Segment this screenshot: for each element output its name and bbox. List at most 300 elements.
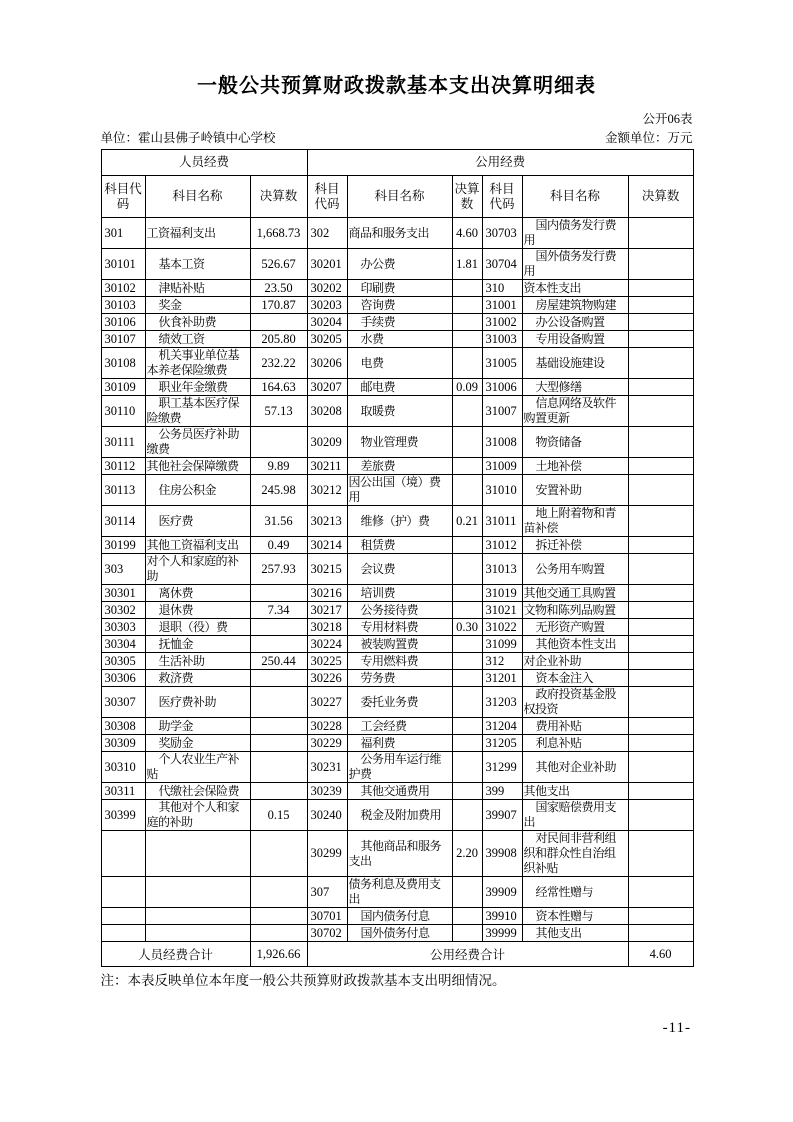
cell-value <box>628 554 693 585</box>
cell-name: 公务用车购置 <box>522 554 628 585</box>
cell-name: 公务员医疗补助缴费 <box>145 427 250 458</box>
cell-name: 房屋建筑物购建 <box>522 297 628 314</box>
cell-name: 安置补助 <box>522 475 628 506</box>
cell-name: 职工基本医疗保险缴费 <box>145 396 250 427</box>
cell-value: 4.60 <box>452 218 482 249</box>
cell-code: 30205 <box>307 331 347 348</box>
cell-value: 1.81 <box>452 249 482 280</box>
cell-value <box>452 458 482 475</box>
cell-code: 30216 <box>307 585 347 602</box>
cell-name: 手续费 <box>347 314 452 331</box>
cell-name: 国外债务付息 <box>347 925 452 942</box>
cell-code: 303 <box>101 554 145 585</box>
cell-value <box>628 752 693 783</box>
cell-name: 商品和服务支出 <box>347 218 452 249</box>
cell-code: 30212 <box>307 475 347 506</box>
table-row <box>101 831 693 877</box>
cell-name: 水费 <box>347 331 452 348</box>
cell-code: 302 <box>307 218 347 249</box>
cell-value: 57.13 <box>250 396 307 427</box>
table-row <box>101 602 693 619</box>
cell-value: 0.30 <box>452 619 482 636</box>
cell-name <box>145 877 250 908</box>
cell-name: 拆迁补偿 <box>522 537 628 554</box>
cell-code: 30108 <box>101 348 145 379</box>
cell-code: 30227 <box>307 687 347 718</box>
table-row <box>101 653 693 670</box>
cell-value: 31.56 <box>250 506 307 537</box>
cell-name: 无形资产购置 <box>522 619 628 636</box>
column-header-8: 决算数 <box>628 176 693 218</box>
cell-value <box>452 877 482 908</box>
cell-name: 退职（役）费 <box>145 619 250 636</box>
cell-value <box>628 800 693 831</box>
cell-name: 其他支出 <box>522 783 628 800</box>
table-row <box>101 280 693 297</box>
cell-value <box>628 280 693 297</box>
cell-value <box>628 331 693 348</box>
cell-name: 办公设备购置 <box>522 314 628 331</box>
cell-name: 离休费 <box>145 585 250 602</box>
cell-value <box>250 636 307 653</box>
cell-value <box>250 687 307 718</box>
cell-code: 312 <box>482 653 522 670</box>
table-row <box>101 379 693 396</box>
group-header-public: 公用经费 <box>307 150 693 176</box>
cell-name: 救济费 <box>145 670 250 687</box>
cell-name <box>145 831 250 877</box>
cell-value <box>628 831 693 877</box>
cell-code: 31005 <box>482 348 522 379</box>
cell-value <box>452 718 482 735</box>
cell-code: 30701 <box>307 908 347 925</box>
cell-value: 250.44 <box>250 653 307 670</box>
cell-code: 30704 <box>482 249 522 280</box>
cell-code: 30399 <box>101 800 145 831</box>
table-row <box>101 537 693 554</box>
cell-name: 其他支出 <box>522 925 628 942</box>
cell-name: 被装购置费 <box>347 636 452 653</box>
cell-value <box>628 396 693 427</box>
cell-value <box>452 653 482 670</box>
cell-code: 30202 <box>307 280 347 297</box>
cell-name: 利息补贴 <box>522 735 628 752</box>
cell-value <box>628 379 693 396</box>
table-row <box>101 458 693 475</box>
cell-value: 0.49 <box>250 537 307 554</box>
cell-name: 国家赔偿费用支出 <box>522 800 628 831</box>
cell-name: 福利费 <box>347 735 452 752</box>
cell-value: 0.21 <box>452 506 482 537</box>
cell-code: 30101 <box>101 249 145 280</box>
cell-code: 31021 <box>482 602 522 619</box>
cell-code: 30228 <box>307 718 347 735</box>
cell-code: 301 <box>101 218 145 249</box>
total-row <box>101 942 693 967</box>
cell-code: 30103 <box>101 297 145 314</box>
cell-value: 7.34 <box>250 602 307 619</box>
cell-value <box>452 925 482 942</box>
table-row <box>101 506 693 537</box>
cell-name: 国内债务发行费用 <box>522 218 628 249</box>
cell-code: 31012 <box>482 537 522 554</box>
cell-value <box>452 752 482 783</box>
cell-name: 个人农业生产补贴 <box>145 752 250 783</box>
cell-name: 其他商品和服务支出 <box>347 831 452 877</box>
cell-code: 30208 <box>307 396 347 427</box>
group-header-row <box>101 150 693 176</box>
cell-code: 30215 <box>307 554 347 585</box>
cell-value: 2.20 <box>452 831 482 877</box>
table-row <box>101 331 693 348</box>
cell-code: 30107 <box>101 331 145 348</box>
cell-value <box>452 670 482 687</box>
cell-name: 差旅费 <box>347 458 452 475</box>
cell-name <box>145 925 250 942</box>
table-row <box>101 735 693 752</box>
cell-name: 住房公积金 <box>145 475 250 506</box>
cell-code: 30109 <box>101 379 145 396</box>
cell-code: 30209 <box>307 427 347 458</box>
cell-code <box>101 877 145 908</box>
cell-code: 39910 <box>482 908 522 925</box>
cell-value <box>452 297 482 314</box>
cell-name: 奖金 <box>145 297 250 314</box>
cell-code: 31299 <box>482 752 522 783</box>
public-total-label: 公用经费合计 <box>307 942 628 967</box>
cell-value <box>452 908 482 925</box>
cell-code: 30305 <box>101 653 145 670</box>
cell-code: 30111 <box>101 427 145 458</box>
cell-name: 津贴补贴 <box>145 280 250 297</box>
cell-code: 30309 <box>101 735 145 752</box>
personnel-total-value: 1,926.66 <box>250 942 307 967</box>
cell-code: 30226 <box>307 670 347 687</box>
cell-code: 30240 <box>307 800 347 831</box>
cell-code: 30299 <box>307 831 347 877</box>
cell-value <box>628 687 693 718</box>
cell-name: 资本性赠与 <box>522 908 628 925</box>
cell-code: 30306 <box>101 670 145 687</box>
cell-name: 土地补偿 <box>522 458 628 475</box>
cell-code: 30703 <box>482 218 522 249</box>
cell-code: 30307 <box>101 687 145 718</box>
cell-code: 31099 <box>482 636 522 653</box>
cell-name: 伙食补助费 <box>145 314 250 331</box>
cell-value <box>250 619 307 636</box>
table-row <box>101 297 693 314</box>
public-total-value: 4.60 <box>628 942 693 967</box>
cell-value: 245.98 <box>250 475 307 506</box>
cell-name: 公务用车运行维护费 <box>347 752 452 783</box>
cell-name <box>145 908 250 925</box>
cell-name: 其他交通工具购置 <box>522 585 628 602</box>
page-title: 一般公共预算财政拨款基本支出决算明细表 <box>197 75 596 97</box>
cell-code: 310 <box>482 280 522 297</box>
cell-code: 31007 <box>482 396 522 427</box>
cell-value <box>250 925 307 942</box>
cell-name: 基础设施建设 <box>522 348 628 379</box>
cell-code: 31203 <box>482 687 522 718</box>
cell-value <box>250 831 307 877</box>
cell-value <box>250 908 307 925</box>
cell-name: 债务利息及费用支出 <box>347 877 452 908</box>
column-header-6: 科目代码 <box>482 176 522 218</box>
table-row <box>101 925 693 942</box>
cell-code: 31001 <box>482 297 522 314</box>
cell-code: 30224 <box>307 636 347 653</box>
cell-value <box>452 602 482 619</box>
cell-value <box>250 783 307 800</box>
cell-code: 30199 <box>101 537 145 554</box>
cell-code: 31008 <box>482 427 522 458</box>
cell-name: 资本金注入 <box>522 670 628 687</box>
column-header-4: 科目名称 <box>347 176 452 218</box>
cell-value: 232.22 <box>250 348 307 379</box>
table-row <box>101 249 693 280</box>
cell-name: 代缴社会保险费 <box>145 783 250 800</box>
table-row <box>101 800 693 831</box>
cell-code: 31019 <box>482 585 522 602</box>
cell-value: 0.09 <box>452 379 482 396</box>
cell-value <box>250 670 307 687</box>
cell-value <box>452 735 482 752</box>
cell-value: 205.80 <box>250 331 307 348</box>
cell-code: 30211 <box>307 458 347 475</box>
cell-code: 30229 <box>307 735 347 752</box>
cell-value <box>628 427 693 458</box>
cell-name: 物业管理费 <box>347 427 452 458</box>
cell-name: 委托业务费 <box>347 687 452 718</box>
cell-name: 租赁费 <box>347 537 452 554</box>
cell-value: 257.93 <box>250 554 307 585</box>
cell-code: 31009 <box>482 458 522 475</box>
cell-value: 526.67 <box>250 249 307 280</box>
cell-value <box>452 800 482 831</box>
cell-name: 取暖费 <box>347 396 452 427</box>
cell-name: 其他交通费用 <box>347 783 452 800</box>
cell-code <box>101 925 145 942</box>
cell-value <box>628 670 693 687</box>
table-row <box>101 348 693 379</box>
cell-code: 31010 <box>482 475 522 506</box>
cell-value <box>452 427 482 458</box>
cell-name: 医疗费补助 <box>145 687 250 718</box>
cell-name: 助学金 <box>145 718 250 735</box>
table-note: 注：本表反映单位本年度一般公共预算财政拨款基本支出明细情况。 <box>100 973 506 988</box>
cell-value <box>452 475 482 506</box>
cell-code: 30302 <box>101 602 145 619</box>
table-row <box>101 687 693 718</box>
cell-code: 30110 <box>101 396 145 427</box>
cell-name: 咨询费 <box>347 297 452 314</box>
cell-value <box>452 687 482 718</box>
cell-name: 维修（护）费 <box>347 506 452 537</box>
cell-name: 其他资本性支出 <box>522 636 628 653</box>
cell-value <box>628 877 693 908</box>
column-header-1: 科目名称 <box>145 176 250 218</box>
cell-value <box>628 218 693 249</box>
cell-code: 30218 <box>307 619 347 636</box>
cell-code: 31204 <box>482 718 522 735</box>
cell-code: 30239 <box>307 783 347 800</box>
cell-code: 30204 <box>307 314 347 331</box>
cell-name: 资本性支出 <box>522 280 628 297</box>
cell-name: 基本工资 <box>145 249 250 280</box>
cell-value <box>250 427 307 458</box>
cell-code: 30303 <box>101 619 145 636</box>
column-header-5: 决算数 <box>452 176 482 218</box>
table-row <box>101 636 693 653</box>
cell-name: 生活补助 <box>145 653 250 670</box>
cell-value <box>628 653 693 670</box>
cell-code: 30311 <box>101 783 145 800</box>
cell-name: 国外债务发行费用 <box>522 249 628 280</box>
cell-name: 地上附着物和青苗补偿 <box>522 506 628 537</box>
cell-value <box>452 280 482 297</box>
cell-code: 30225 <box>307 653 347 670</box>
table-row <box>101 752 693 783</box>
cell-name: 对企业补助 <box>522 653 628 670</box>
cell-value <box>628 314 693 331</box>
cell-code: 30214 <box>307 537 347 554</box>
cell-code <box>101 831 145 877</box>
cell-value: 164.63 <box>250 379 307 396</box>
cell-name: 税金及附加费用 <box>347 800 452 831</box>
cell-code: 30112 <box>101 458 145 475</box>
cell-value: 170.87 <box>250 297 307 314</box>
cell-code: 31205 <box>482 735 522 752</box>
cell-code: 307 <box>307 877 347 908</box>
cell-name: 电费 <box>347 348 452 379</box>
cell-value <box>628 602 693 619</box>
cell-code: 30308 <box>101 718 145 735</box>
cell-value <box>250 585 307 602</box>
column-header-0: 科目代码 <box>101 176 145 218</box>
cell-code: 30310 <box>101 752 145 783</box>
cell-name: 大型修缮 <box>522 379 628 396</box>
cell-code: 30301 <box>101 585 145 602</box>
table-row <box>101 718 693 735</box>
column-header-3: 科目代码 <box>307 176 347 218</box>
cell-name: 抚恤金 <box>145 636 250 653</box>
table-row <box>101 585 693 602</box>
cell-code: 30203 <box>307 297 347 314</box>
cell-value <box>250 314 307 331</box>
cell-value <box>250 877 307 908</box>
column-header-row <box>101 176 693 218</box>
table-row <box>101 554 693 585</box>
cell-name: 印刷费 <box>347 280 452 297</box>
cell-code: 31013 <box>482 554 522 585</box>
table-row <box>101 427 693 458</box>
cell-code: 39909 <box>482 877 522 908</box>
cell-name: 公务接待费 <box>347 602 452 619</box>
cell-name: 对民间非营利组织和群众性自治组织补贴 <box>522 831 628 877</box>
cell-code: 30114 <box>101 506 145 537</box>
cell-code: 30106 <box>101 314 145 331</box>
cell-name: 其他社会保障缴费 <box>145 458 250 475</box>
cell-code: 30304 <box>101 636 145 653</box>
cell-name: 其他对个人和家庭的补助 <box>145 800 250 831</box>
cell-value: 0.15 <box>250 800 307 831</box>
cell-name: 会议费 <box>347 554 452 585</box>
cell-value <box>628 249 693 280</box>
cell-code: 30217 <box>307 602 347 619</box>
table-row <box>101 783 693 800</box>
cell-value <box>452 537 482 554</box>
cell-code: 30231 <box>307 752 347 783</box>
cell-name: 培训费 <box>347 585 452 602</box>
cell-value <box>628 636 693 653</box>
cell-name: 国内债务付息 <box>347 908 452 925</box>
cell-value: 23.50 <box>250 280 307 297</box>
cell-name: 因公出国（境）费用 <box>347 475 452 506</box>
cell-name: 职业年金缴费 <box>145 379 250 396</box>
cell-value <box>250 735 307 752</box>
cell-name: 专用燃料费 <box>347 653 452 670</box>
cell-code: 39908 <box>482 831 522 877</box>
cell-name: 其他对企业补助 <box>522 752 628 783</box>
cell-value <box>628 735 693 752</box>
cell-code: 30207 <box>307 379 347 396</box>
table-row <box>101 218 693 249</box>
cell-value <box>452 331 482 348</box>
cell-value <box>628 537 693 554</box>
cell-code: 31201 <box>482 670 522 687</box>
page-number: -11- <box>662 1020 691 1036</box>
cell-name: 工会经费 <box>347 718 452 735</box>
cell-value <box>628 475 693 506</box>
cell-name: 奖励金 <box>145 735 250 752</box>
cell-value: 9.89 <box>250 458 307 475</box>
cell-name: 文物和陈列品购置 <box>522 602 628 619</box>
cell-name: 邮电费 <box>347 379 452 396</box>
cell-value <box>628 908 693 925</box>
column-header-2: 决算数 <box>250 176 307 218</box>
personnel-total-label: 人员经费合计 <box>101 942 250 967</box>
cell-name: 劳务费 <box>347 670 452 687</box>
table-row <box>101 475 693 506</box>
cell-code: 30201 <box>307 249 347 280</box>
meta-row <box>101 130 693 146</box>
group-header-personnel: 人员经费 <box>101 150 307 176</box>
cell-value <box>628 506 693 537</box>
table-row <box>101 314 693 331</box>
cell-code: 31011 <box>482 506 522 537</box>
cell-value <box>250 718 307 735</box>
cell-value <box>452 554 482 585</box>
cell-value <box>452 636 482 653</box>
cell-value <box>628 585 693 602</box>
cell-name: 对个人和家庭的补助 <box>145 554 250 585</box>
cell-value <box>628 925 693 942</box>
table-row <box>101 877 693 908</box>
table-row <box>101 670 693 687</box>
cell-code: 31022 <box>482 619 522 636</box>
cell-name: 医疗费 <box>145 506 250 537</box>
cell-name: 办公费 <box>347 249 452 280</box>
cell-code: 399 <box>482 783 522 800</box>
cell-code: 30702 <box>307 925 347 942</box>
cell-name: 物资储备 <box>522 427 628 458</box>
cell-value <box>628 297 693 314</box>
cell-value <box>628 348 693 379</box>
cell-name: 信息网络及软件购置更新 <box>522 396 628 427</box>
cell-name: 绩效工资 <box>145 331 250 348</box>
unit-label: 单位：霍山县佛子岭镇中心学校 <box>100 131 276 145</box>
table-row <box>101 908 693 925</box>
